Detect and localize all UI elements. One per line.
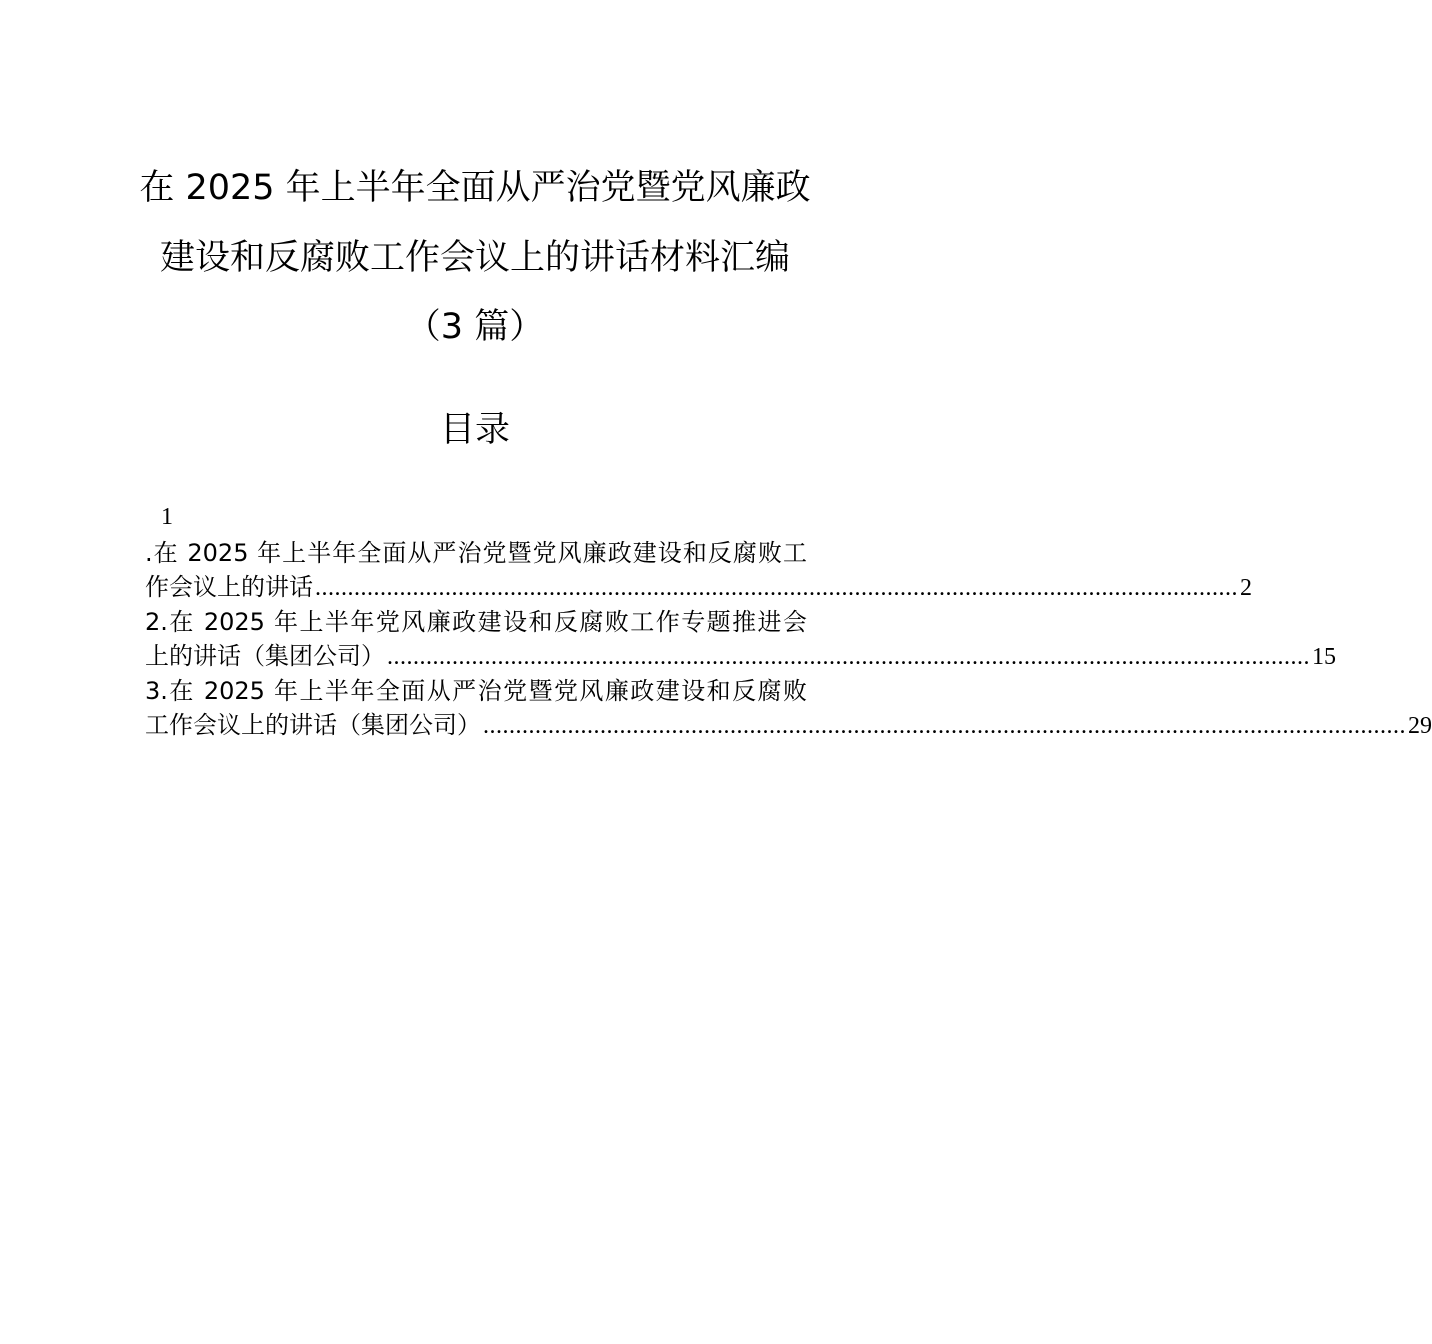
toc-entry-3-dot-leader: .............................................................................................................................................. [483, 713, 1406, 739]
toc-entry-1-dot-leader: .............................................................................................................................................. [315, 575, 1238, 601]
toc-entry-3-line-2[interactable] [145, 708, 1432, 742]
toc-entry-1-title-end: 作会议上的讲话 [145, 573, 313, 601]
toc-entry-3-page-number: 29 [1408, 713, 1432, 739]
toc-entry-2-line-2[interactable] [145, 639, 1336, 673]
toc-entry-2-dot-leader: .............................................................................................................................................. [387, 644, 1310, 670]
toc-entry-2-line-1[interactable]: 2.在 2025 年上半年党风廉政建设和反腐败工作专题推进会 [145, 608, 807, 636]
document-title-line-3: （3 篇） [405, 307, 545, 347]
toc-first-entry-number: 1 [161, 504, 173, 530]
toc-entry-1-line-1[interactable]: .在 2025 年上半年全面从严治党暨党风廉政建设和反腐败工 [145, 539, 807, 567]
document-title-line-1: 在 2025 年上半年全面从严治党暨党风廉政 [139, 168, 811, 208]
toc-entry-3-title-end: 工作会议上的讲话（集团公司） [145, 711, 481, 739]
toc-entry-2-title-end: 上的讲话（集团公司） [145, 642, 385, 670]
toc-entry-2-page-number: 15 [1312, 644, 1336, 670]
toc-entry-3-line-1[interactable]: 3.在 2025 年上半年全面从严治党暨党风廉政建设和反腐败 [145, 677, 807, 705]
toc-entry-1-page-number: 2 [1240, 575, 1252, 601]
toc-heading: 目录 [439, 410, 510, 450]
document-title-line-2: 建设和反腐败工作会议上的讲话材料汇编 [159, 238, 790, 278]
toc-entry-1-line-2[interactable] [145, 570, 1252, 604]
